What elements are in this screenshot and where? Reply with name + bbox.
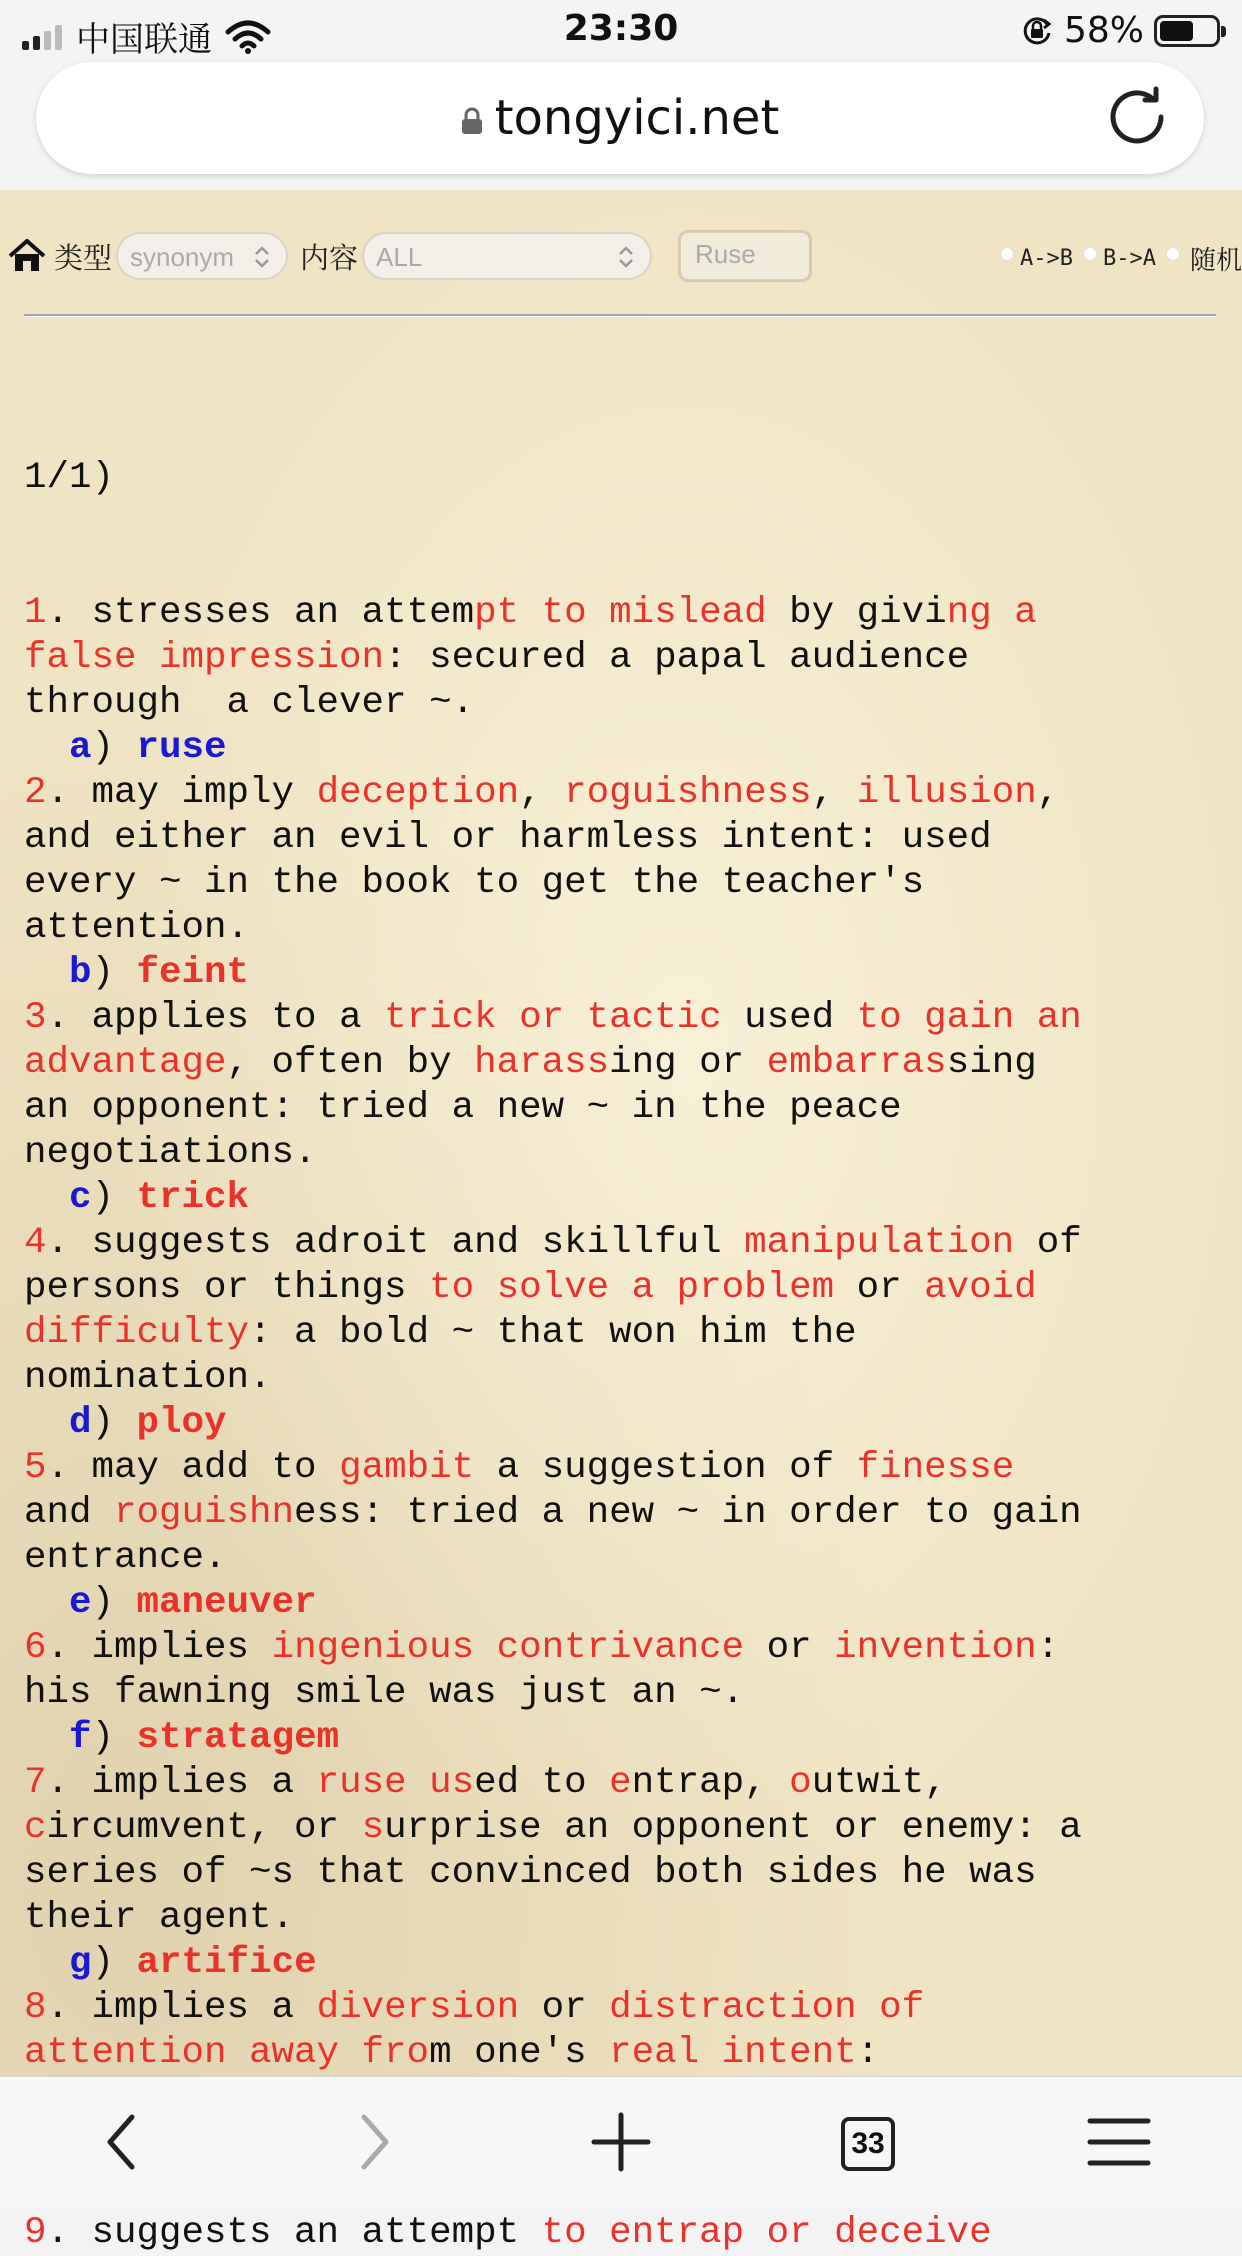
definition-line	[24, 1626, 1224, 1671]
highlighted-text: to entrap or deceive	[541, 2212, 992, 2254]
definition-line	[24, 996, 1224, 1041]
type-select-value: synonym	[130, 242, 235, 272]
plus-icon[interactable]	[586, 2107, 656, 2177]
text-segment: sing	[946, 1042, 1037, 1084]
content-select-value: ALL	[376, 242, 423, 272]
text-segment: . may imply	[46, 772, 317, 814]
text-segment: utwit,	[811, 1762, 947, 1804]
padlock-icon	[461, 107, 483, 135]
highlighted-text: harass	[474, 1042, 610, 1084]
battery-icon	[1154, 15, 1220, 47]
radio-b-to-a[interactable]	[1083, 247, 1097, 261]
text-segment: negotiations.	[24, 1132, 317, 1174]
item-number: 9	[24, 2212, 47, 2254]
definition-line	[24, 1176, 1224, 1221]
text-segment	[24, 1177, 69, 1219]
browser-bottom-bar	[0, 2076, 1242, 2208]
item-letter: f	[69, 1717, 92, 1759]
tabs-button[interactable]: 33	[841, 2117, 895, 2171]
highlighted-text: pt to mislead	[474, 592, 767, 634]
definition-line	[24, 771, 1224, 816]
text-segment: and either an evil or harmless intent: used	[24, 817, 992, 859]
text-segment: and	[24, 1492, 115, 1534]
item-number: 2	[24, 772, 47, 814]
definition-line	[24, 726, 1224, 771]
text-segment: : a bold ~ that won him the	[249, 1312, 857, 1354]
battery-percent: 58%	[1063, 10, 1144, 51]
highlighted-text: o	[789, 1762, 812, 1804]
text-segment: . stresses an attem	[46, 592, 475, 634]
definition-line	[24, 1806, 1224, 1851]
text-segment: )	[91, 1402, 137, 1444]
text-segment: . may add to	[46, 1447, 340, 1489]
text-segment: or	[744, 1627, 835, 1669]
text-segment: his fawning smile was just an ~.	[24, 1672, 745, 1714]
definition-line	[24, 816, 1224, 861]
highlighted-text: to gain an	[856, 997, 1082, 1039]
definition-line	[24, 681, 1224, 726]
divider	[24, 314, 1216, 317]
highlighted-text: real intent	[609, 2032, 857, 2074]
text-segment: ntrap,	[631, 1762, 790, 1804]
item-number: 3	[24, 997, 47, 1039]
text-segment: , often by	[226, 1042, 475, 1084]
definition-line	[24, 1851, 1224, 1896]
text-segment: m one's	[429, 2032, 610, 2074]
url-text: tongyici.net	[494, 90, 780, 146]
definition-line	[24, 1356, 1224, 1401]
text-segment: used	[721, 997, 857, 1039]
definition-line	[24, 591, 1224, 636]
text-segment: )	[91, 727, 137, 769]
text-segment: ess: tried a new ~ in order to gain	[294, 1492, 1082, 1534]
pager-text: 1/1)	[24, 457, 115, 499]
chevron-left-icon[interactable]	[88, 2107, 158, 2177]
highlighted-text: roguishness	[564, 772, 812, 814]
text-segment: . implies	[46, 1627, 272, 1669]
text-segment: . implies a	[46, 1762, 317, 1804]
text-segment: a suggestion of	[474, 1447, 857, 1489]
definition-line	[24, 1761, 1224, 1806]
highlighted-text: attention away fro	[24, 2032, 430, 2074]
synonym-word[interactable]: artifice	[136, 1942, 317, 1984]
text-segment: )	[91, 1177, 137, 1219]
definition-line	[24, 2211, 1224, 2256]
synonym-word[interactable]: feint	[136, 952, 250, 994]
status-bar	[0, 0, 1242, 60]
highlighted-text: roguishn	[114, 1492, 295, 1534]
text-segment: )	[91, 1582, 137, 1624]
text-segment: by givi	[766, 592, 947, 634]
definition-line	[24, 906, 1224, 951]
radio-b-to-a-label: B->A	[1103, 246, 1156, 271]
highlighted-text: avoid	[924, 1267, 1037, 1309]
text-segment	[24, 1402, 69, 1444]
text-segment: . applies to a	[46, 997, 385, 1039]
highlighted-text: to solve a problem	[429, 1267, 835, 1309]
text-segment: an opponent: tried a new ~ in the peace	[24, 1087, 902, 1129]
definition-line	[24, 1941, 1224, 1986]
text-segment: :	[1036, 1627, 1060, 1669]
radio-a-to-b-label: A->B	[1020, 246, 1073, 271]
highlighted-text: s	[361, 1807, 385, 1849]
chevron-right-icon[interactable]	[338, 2107, 408, 2177]
browser-address-area	[0, 60, 1242, 190]
synonym-word[interactable]: trick	[136, 1177, 250, 1219]
text-segment	[24, 1582, 69, 1624]
definition-line	[24, 1671, 1224, 1716]
text-segment: every ~ in the book to get the teacher's	[24, 862, 925, 904]
highlighted-text: diversion	[316, 1987, 520, 2029]
search-toolbar	[8, 228, 1242, 284]
text-segment: . suggests an attempt	[46, 2212, 542, 2254]
hamburger-icon[interactable]	[1084, 2107, 1154, 2177]
definition-line	[24, 951, 1224, 996]
text-segment	[24, 727, 69, 769]
text-segment: ,	[811, 772, 857, 814]
definition-line	[24, 1311, 1224, 1356]
radio-random[interactable]	[1166, 247, 1180, 261]
item-letter: a	[69, 727, 92, 769]
reload-icon[interactable]	[1104, 84, 1170, 150]
highlighted-text: distraction of	[609, 1987, 925, 2029]
synonym-word[interactable]: stratagem	[136, 1717, 340, 1759]
text-segment: or	[519, 1987, 610, 2029]
definition-line	[24, 1041, 1224, 1086]
select-chevron-icon	[254, 244, 270, 270]
definition-line	[24, 1131, 1224, 1176]
text-segment: )	[91, 952, 137, 994]
text-segment: their agent.	[24, 1897, 295, 1939]
item-letter: b	[69, 952, 92, 994]
definition-line	[24, 1446, 1224, 1491]
orientation-lock-icon	[1020, 14, 1054, 48]
carrier-name: 中国联通	[76, 20, 212, 60]
content-select[interactable]	[362, 232, 652, 280]
definition-line	[24, 1086, 1224, 1131]
text-segment: :	[856, 2032, 880, 2074]
item-number: 4	[24, 1222, 47, 1264]
synonym-word[interactable]: ruse	[136, 727, 227, 769]
highlighted-text: illusion	[856, 772, 1037, 814]
definition-line	[24, 1221, 1224, 1266]
synonym-word[interactable]: ploy	[136, 1402, 227, 1444]
definition-line	[24, 861, 1224, 906]
definition-line	[24, 1581, 1224, 1626]
highlighted-text: ruse us	[316, 1762, 475, 1804]
item-number: 6	[24, 1627, 47, 1669]
text-segment: ircumvent, or	[46, 1807, 362, 1849]
definition-line	[24, 1266, 1224, 1311]
home-icon[interactable]	[8, 238, 46, 274]
text-segment: or	[834, 1267, 925, 1309]
item-letter: e	[69, 1582, 92, 1624]
search-input[interactable]	[678, 230, 812, 282]
definition-line	[24, 1401, 1224, 1446]
clock: 23:30	[563, 8, 679, 49]
item-letter: g	[69, 1942, 92, 1984]
highlighted-text: c	[24, 1807, 47, 1849]
radio-a-to-b[interactable]	[1000, 247, 1014, 261]
text-segment: : secured a papal audience	[384, 637, 970, 679]
definition-line	[24, 2031, 1224, 2076]
highlighted-text: deception	[316, 772, 520, 814]
text-segment	[24, 1717, 69, 1759]
text-segment: nomination.	[24, 1357, 272, 1399]
synonym-word[interactable]: maneuver	[136, 1582, 317, 1624]
text-segment: ed to	[474, 1762, 610, 1804]
text-segment: persons or things	[24, 1267, 430, 1309]
highlighted-text: e	[609, 1762, 632, 1804]
text-segment: series of ~s that convinced both sides he was	[24, 1852, 1037, 1894]
highlighted-text: advantage	[24, 1042, 227, 1084]
highlighted-text: difficulty	[24, 1312, 250, 1354]
text-segment: )	[91, 1942, 137, 1984]
item-letter: c	[69, 1177, 92, 1219]
direction-radio-group	[990, 240, 1242, 277]
content-label: 内容	[300, 240, 359, 275]
text-segment: ,	[1036, 772, 1060, 814]
highlighted-text: trick or tactic	[384, 997, 722, 1039]
highlighted-text: false impression	[24, 637, 385, 679]
text-segment	[24, 952, 69, 994]
highlighted-text: gambit	[339, 1447, 475, 1489]
highlighted-text: manipulation	[744, 1222, 1015, 1264]
definition-line	[24, 1491, 1224, 1536]
address-bar[interactable]	[36, 62, 1204, 174]
text-segment: through a clever ~.	[24, 682, 475, 724]
definition-line	[24, 1536, 1224, 1581]
search-placeholder: Ruse	[695, 239, 756, 269]
text-segment: . implies a	[46, 1987, 317, 2029]
item-number: 7	[24, 1762, 47, 1804]
item-number: 1	[24, 592, 47, 634]
highlighted-text: ingenious contrivance	[271, 1627, 745, 1669]
text-segment: entrance.	[24, 1537, 227, 1579]
highlighted-text: ng a	[946, 592, 1037, 634]
definition-line	[24, 1716, 1224, 1761]
definition-line	[24, 1986, 1224, 2031]
text-segment: . suggests adroit and skillful	[46, 1222, 745, 1264]
text-segment: ing or	[609, 1042, 767, 1084]
highlighted-text: finesse	[856, 1447, 1015, 1489]
text-segment	[24, 1942, 69, 1984]
item-number: 8	[24, 1987, 47, 2029]
highlighted-text: embarras	[766, 1042, 947, 1084]
definition-line	[24, 1896, 1224, 1941]
item-letter: d	[69, 1402, 92, 1444]
text-segment: attention.	[24, 907, 250, 949]
definition-line	[24, 636, 1224, 681]
highlighted-text: invention	[834, 1627, 1037, 1669]
text-segment: urprise an opponent or enemy: a	[384, 1807, 1082, 1849]
text-segment: of	[1014, 1222, 1082, 1264]
item-number: 5	[24, 1447, 47, 1489]
select-chevron-icon	[618, 244, 634, 270]
type-label: 类型	[54, 240, 113, 275]
text-segment: ,	[519, 772, 565, 814]
radio-random-label: 随机	[1189, 246, 1242, 276]
text-segment: )	[91, 1717, 137, 1759]
synonym-content	[24, 366, 1224, 2256]
type-select[interactable]	[116, 232, 288, 280]
